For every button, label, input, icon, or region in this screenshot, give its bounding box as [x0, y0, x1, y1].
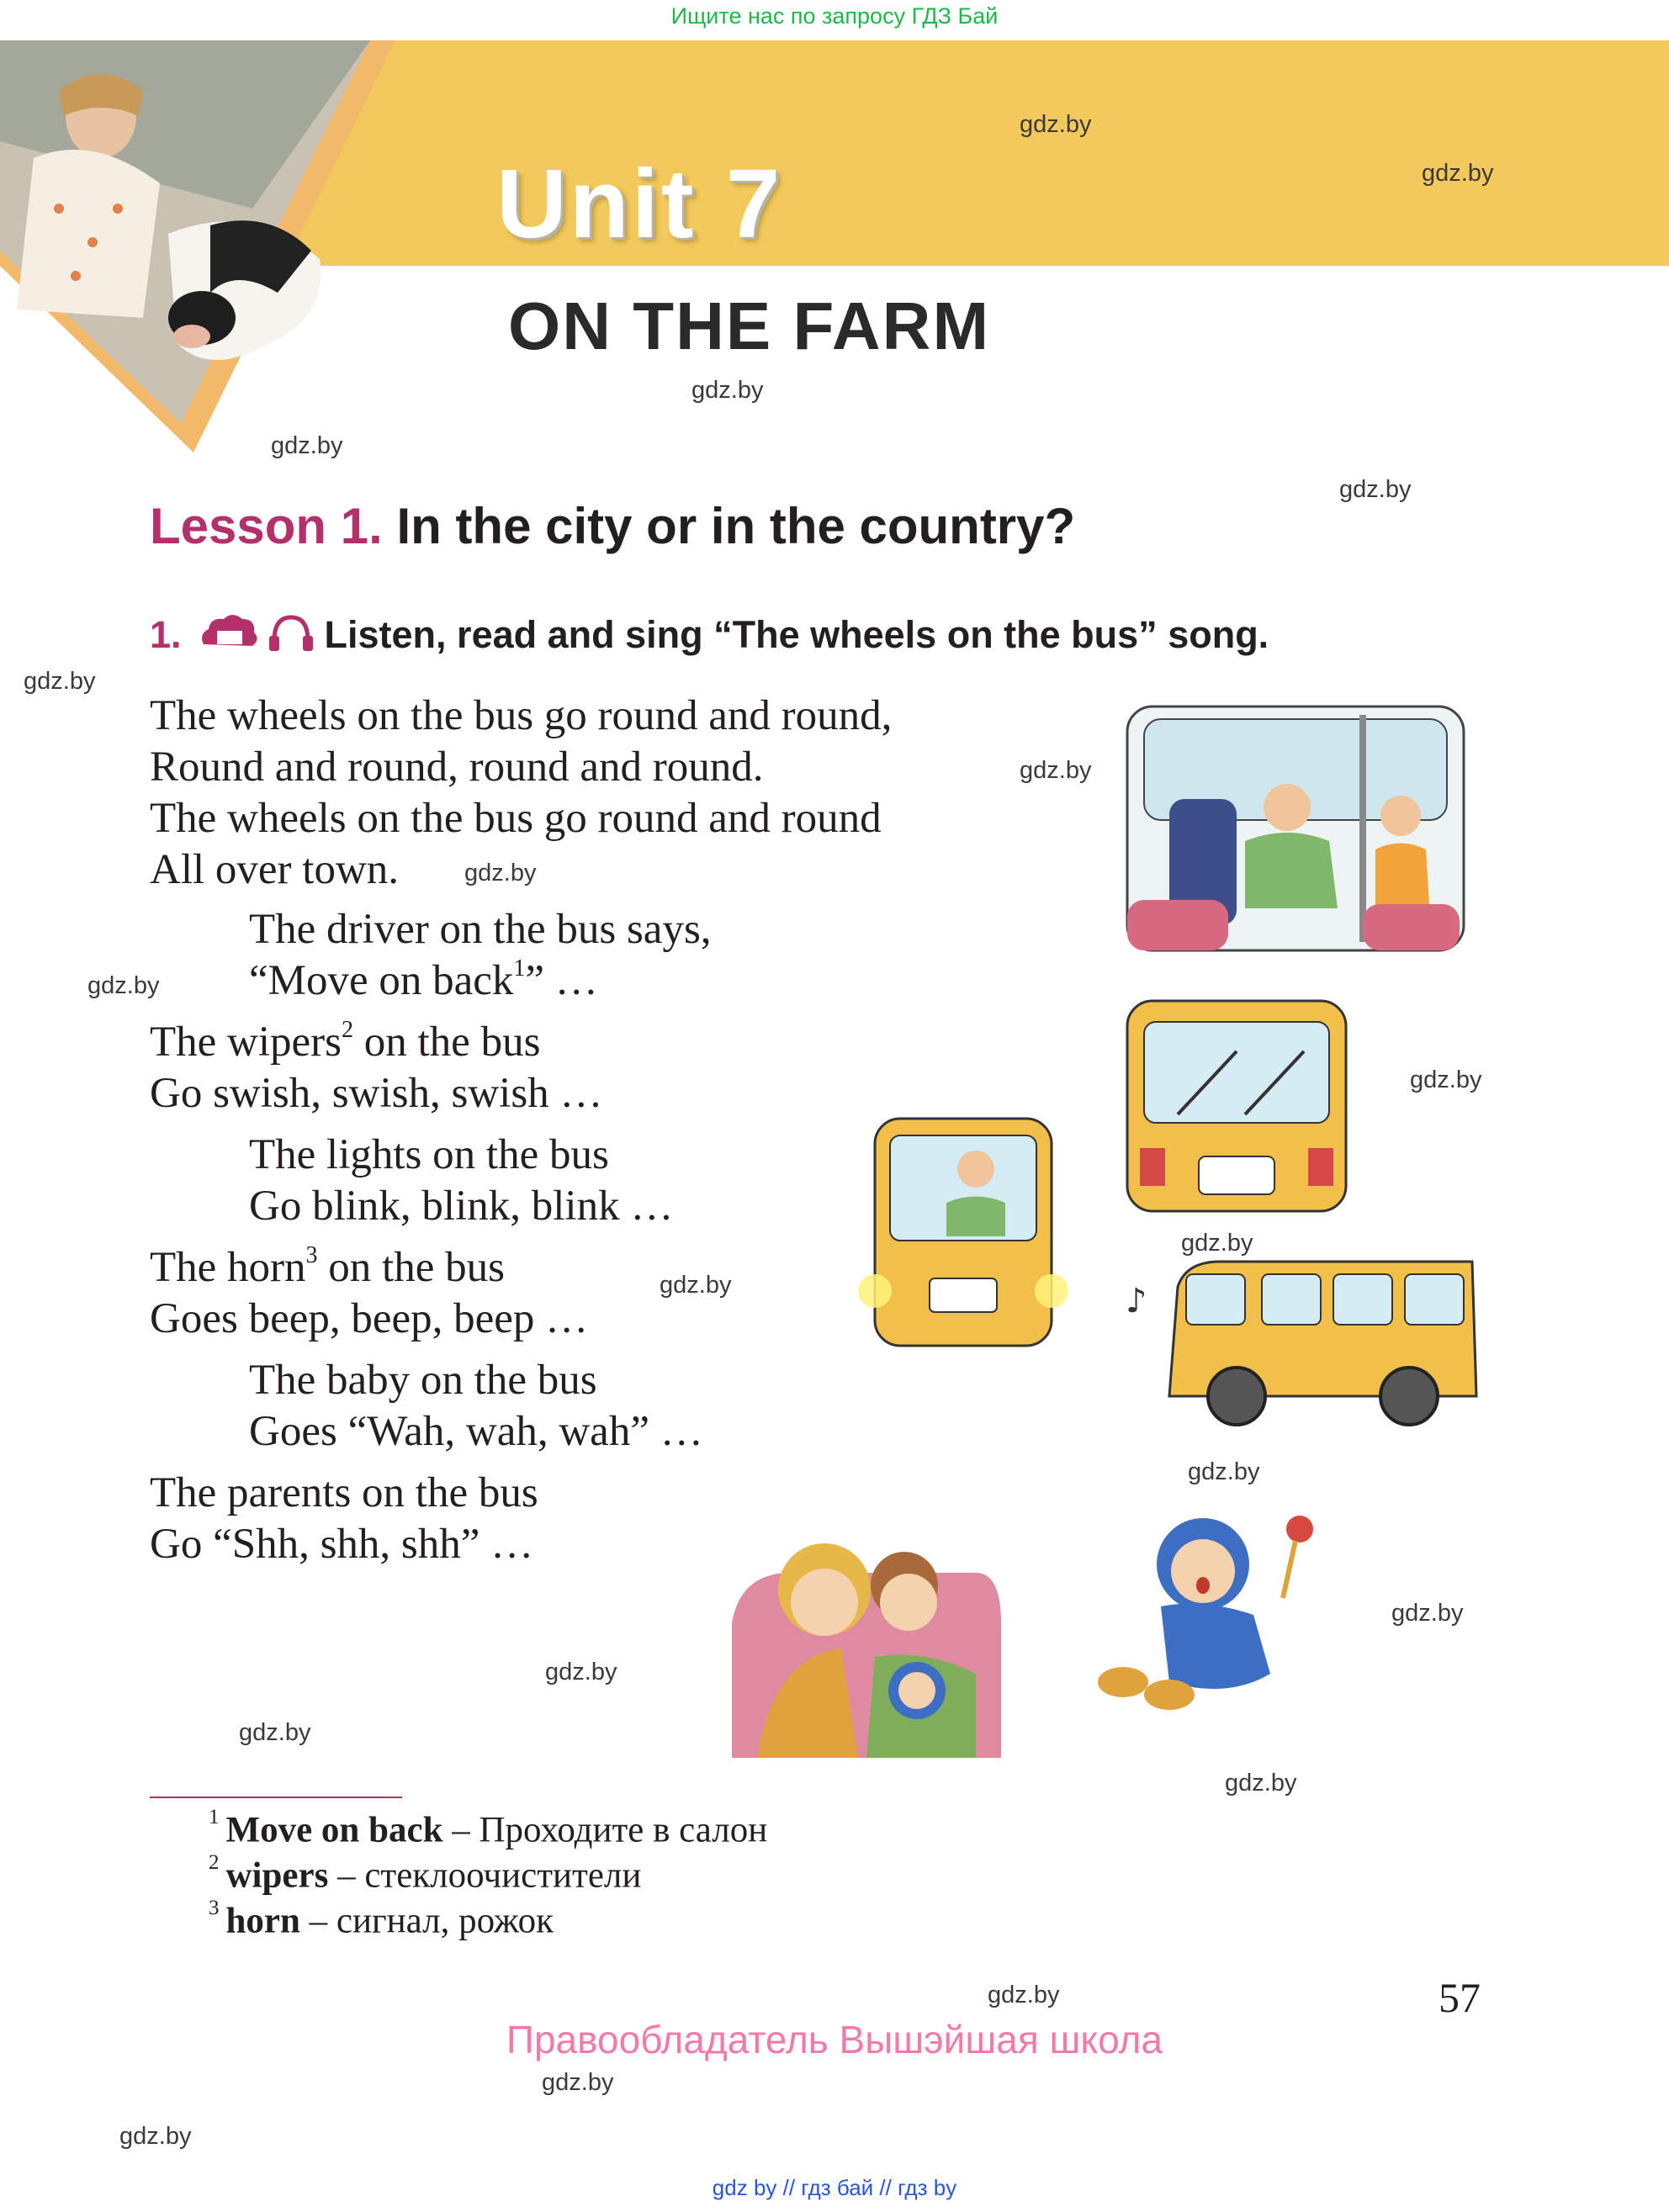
lesson-title: In the city or in the country?	[396, 498, 1076, 554]
watermark: gdz.by	[1020, 757, 1092, 784]
poem-line: The horn$^3$ on the bus	[150, 1242, 505, 1291]
task-heading	[150, 611, 1269, 654]
footnote-ref: 2	[342, 1017, 354, 1043]
poem-line: The wheels on the bus go round and round,	[150, 692, 893, 739]
unit-photo	[0, 40, 437, 478]
wheel	[1380, 1368, 1438, 1425]
page-number: 57	[1439, 1974, 1481, 2021]
headlight	[1035, 1274, 1068, 1308]
unit-title: Unit 7	[496, 149, 783, 258]
watermark: gdz.by	[1225, 1770, 1297, 1797]
bus-wipers-illustration	[1110, 992, 1363, 1220]
headphones-icon	[274, 617, 308, 641]
folder-icon	[217, 631, 242, 644]
watermark: gdz.by	[1339, 476, 1412, 503]
music-note-icon: ♪	[1126, 1282, 1147, 1320]
bus-lights-illustration	[850, 1110, 1077, 1363]
watermark: gdz.by	[464, 860, 537, 886]
unit-subtitle: ON THE FARM	[508, 288, 991, 363]
poem-line: Goes beep, beep, beep …	[150, 1295, 589, 1342]
task-instruction: Listen, read and sing “The wheels on the bus” song.	[324, 613, 1269, 656]
footnote-divider	[150, 1797, 402, 1798]
footnote-term: Move on back	[225, 1810, 443, 1850]
bus-horn-illustration	[1119, 1253, 1489, 1438]
poem-line: “Move on back$^1$” …	[249, 955, 598, 1004]
watermark: gdz.by	[988, 1982, 1060, 2008]
footnote-term: horn	[225, 1901, 300, 1941]
baby-suit	[1161, 1604, 1270, 1689]
footnote-ref: 1	[513, 955, 526, 982]
task-icons	[197, 611, 315, 654]
poem-line: The lights on the bus	[249, 1131, 609, 1178]
poem-line: The driver on the bus says,	[249, 906, 712, 953]
watermark: gdz.by	[691, 377, 764, 404]
bus-interior-illustration	[1119, 698, 1472, 959]
watermark: gdz.by	[1181, 1230, 1253, 1257]
watermark: gdz.by	[1391, 1600, 1464, 1627]
footnote: $^1$ Move on back – Проходите в салон	[209, 1806, 768, 1850]
watermark: gdz.by	[1188, 1458, 1260, 1485]
parents-illustration	[723, 1522, 1009, 1766]
poem-line: Go swish, swish, swish …	[150, 1070, 603, 1117]
watermark: gdz.by	[660, 1272, 732, 1299]
mother-face	[791, 1569, 858, 1636]
copyright-owner: Правообладатель Вышэйшая школа	[506, 2018, 1163, 2061]
poem-line: Round and round, round and round.	[150, 744, 764, 791]
watermark: gdz.by	[271, 432, 343, 459]
poem-line: The wheels on the bus go round and round	[150, 795, 882, 842]
wheel	[1208, 1368, 1265, 1425]
footnote: $^2$ wipers – стеклоочистители	[209, 1851, 642, 1896]
watermark: gdz.by	[542, 2069, 614, 2096]
poem-line: The baby on the bus	[249, 1357, 597, 1404]
poem-line: Go “Shh, shh, shh” …	[150, 1521, 534, 1568]
watermark: gdz.by	[24, 668, 96, 695]
top-search-text: Ищите нас по запросу ГДЗ Бай	[670, 3, 999, 29]
watermark: gdz.by	[1422, 160, 1494, 187]
poem-line: All over town.	[150, 846, 400, 893]
poem-line: Go blink, blink, blink …	[249, 1183, 674, 1230]
watermark: gdz.by	[545, 1659, 617, 1685]
girl-dress	[17, 150, 160, 318]
father-face	[880, 1574, 937, 1631]
lesson-number: Lesson 1.	[150, 498, 383, 554]
watermark: gdz.by	[1020, 111, 1092, 138]
poem-line: The wipers$^2$ on the bus	[150, 1017, 541, 1066]
rattle-icon	[1286, 1516, 1313, 1543]
watermark: gdz.by	[1410, 1066, 1482, 1093]
poem-line: The parents on the bus	[150, 1469, 538, 1516]
watermark: gdz.by	[87, 972, 160, 999]
driver	[1245, 833, 1338, 908]
watermark: gdz.by	[119, 2123, 192, 2150]
bottom-links[interactable]: gdz by // гдз бай // гдз by	[712, 2175, 957, 2200]
footnote-ref: 3	[305, 1242, 318, 1268]
baby-illustration	[1094, 1506, 1346, 1724]
footnote-term: wipers	[225, 1855, 329, 1896]
calf-nose	[173, 325, 210, 348]
poem-line: Goes “Wah, wah, wah” …	[249, 1408, 703, 1455]
footnote: $^3$ horn – сигнал, рожок	[209, 1897, 554, 1941]
lesson-heading	[150, 498, 1076, 554]
headlight	[858, 1274, 892, 1308]
watermark: gdz.by	[239, 1719, 311, 1746]
task-number: 1.	[150, 613, 182, 656]
